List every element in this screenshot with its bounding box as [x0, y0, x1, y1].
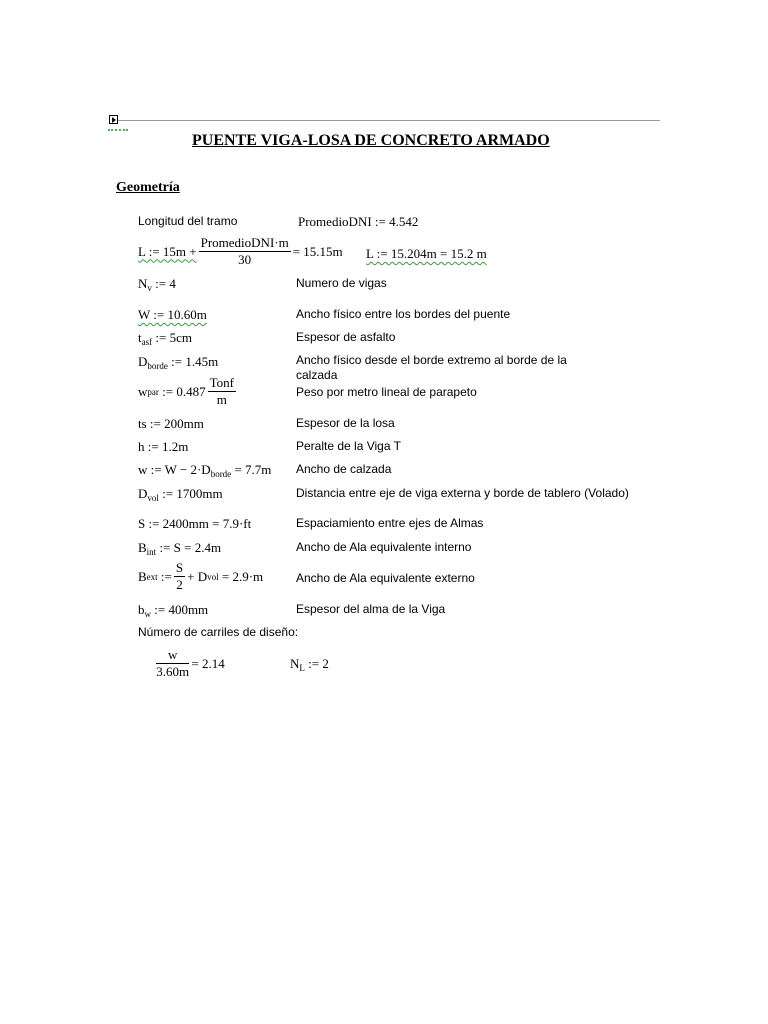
w-desc: Ancho de calzada [296, 462, 392, 476]
w-expr[interactable] [138, 462, 271, 478]
tasf-b: := 5cm [152, 330, 192, 345]
promedio-dni-expr[interactable]: PromedioDNI := 4.542 [298, 214, 419, 229]
S-expr[interactable] [138, 516, 251, 532]
wpar-b: := 0.487 [158, 383, 206, 399]
region-marker-icon[interactable] [109, 115, 118, 124]
wpar-a: w [138, 383, 148, 399]
section-heading-geometria: Geometría [116, 180, 180, 195]
Bext-b: := [157, 568, 172, 584]
Bext-desc: Ancho de Ala equivalente externo [296, 571, 475, 585]
spellcheck-squiggle [108, 126, 128, 131]
Bext-c: + D [187, 568, 208, 584]
Dborde-sub: borde [147, 361, 168, 371]
ratio-fraction [156, 648, 189, 679]
Nv-sub: v [147, 283, 152, 293]
Dborde-desc: Ancho físico desde el borde extremo al borde de la calzada [296, 353, 567, 382]
bw-expr[interactable] [138, 602, 208, 618]
h-desc: Peralte de la Viga T [296, 439, 401, 453]
L-evaluation-expr[interactable] [366, 246, 487, 262]
ts-expr[interactable]: ts := 200mm [138, 416, 204, 431]
Dborde-a: D [138, 354, 148, 369]
NL-sub: L [299, 663, 305, 673]
region-divider [118, 120, 660, 121]
ratio-den: 3.60m [156, 664, 190, 679]
Bext-fraction [174, 561, 185, 592]
tasf-a: t [138, 330, 142, 345]
L-definition-expr[interactable] [138, 236, 343, 267]
document-title: PUENTE VIGA-LOSA DE CONCRETO ARMADO [192, 132, 550, 149]
L-def-left: L := 15m + [138, 243, 197, 259]
S-expr-text: S := 2400mm = 7.9·ft [138, 516, 252, 531]
Bint-sub: int [146, 547, 157, 557]
Bext-a: B [138, 568, 147, 584]
h-expr[interactable]: h := 1.2m [138, 439, 189, 454]
L-eval-text: L := 15.204m = 15.2 m [366, 246, 487, 261]
Dvol-sub: vol [147, 493, 159, 503]
Bint-expr[interactable] [138, 540, 221, 556]
tasf-desc: Espesor de asfalto [296, 330, 396, 344]
Dvol-desc: Distancia entre eje de viga externa y borde de tablero (Volado) [296, 486, 629, 500]
S-desc: Espaciamiento entre ejes de Almas [296, 516, 484, 530]
L-frac-num: PromedioDNI·m [200, 235, 289, 250]
ratio-num: w [156, 648, 189, 664]
Nv-expr[interactable]: $N_v$ := 4 [138, 276, 176, 293]
wpar-num: Tonf [209, 375, 234, 390]
L-frac-den: 30 [238, 252, 252, 267]
tasf-expr[interactable] [138, 330, 192, 346]
W-expr[interactable] [138, 307, 207, 323]
W-desc: Ancho físico entre los bordes del puente [296, 307, 511, 321]
longitud-label: Longitud del tramo [138, 214, 238, 228]
wpar-desc: Peso por metro lineal de parapeto [296, 385, 477, 399]
tasf-sub: asf [141, 337, 153, 347]
w-sub: borde [210, 469, 232, 479]
Bint-a: B [138, 540, 147, 555]
NL-a: N [290, 656, 300, 671]
wpar-fraction [208, 376, 236, 407]
Dvol-a: D [138, 486, 148, 501]
Dvol-expr[interactable] [138, 486, 223, 502]
bw-a: b [138, 602, 145, 617]
w-b: = 7.7m [231, 462, 272, 477]
Bext-d: = 2.9·m [218, 568, 264, 584]
L-fraction [199, 236, 291, 267]
wpar-den: m [216, 392, 227, 407]
carriles-ratio-expr[interactable] [154, 648, 225, 679]
Bext-den: 2 [176, 577, 183, 592]
Bext-expr[interactable]: B ext := $\frac{S}{2}$ + D vol = 2.9·m [138, 560, 264, 592]
Bint-desc: Ancho de Ala equivalente interno [296, 540, 472, 554]
NL-expr[interactable] [290, 656, 329, 672]
NL-b: := 2 [304, 656, 329, 671]
bw-sub: w [144, 609, 151, 619]
Bint-b: := S = 2.4m [156, 540, 222, 555]
w-a: w := W − 2·D [138, 462, 211, 477]
Dvol-b: := 1700mm [158, 486, 223, 501]
Nv-desc: Numero de vigas [296, 276, 387, 290]
W-expr-text: W := 10.60m [138, 307, 207, 322]
L-def-result: = 15.15m [292, 243, 343, 259]
bw-desc: Espesor del alma de la Viga [296, 602, 446, 616]
wpar-expr[interactable]: w par := 0.487 $\frac{\text{Tonf}}{m}$ [138, 375, 234, 407]
Dborde-expr[interactable] [138, 354, 218, 370]
carriles-label: Número de carriles de diseño: [138, 625, 299, 639]
bw-b: := 400mm [151, 602, 209, 617]
Bext-num: S [175, 560, 184, 575]
ratio-result: = 2.14 [191, 655, 225, 671]
Nv-expr-rest: := 4 [151, 276, 176, 291]
ts-desc: Espesor de la losa [296, 416, 395, 430]
Dborde-b: := 1.45m [167, 354, 219, 369]
